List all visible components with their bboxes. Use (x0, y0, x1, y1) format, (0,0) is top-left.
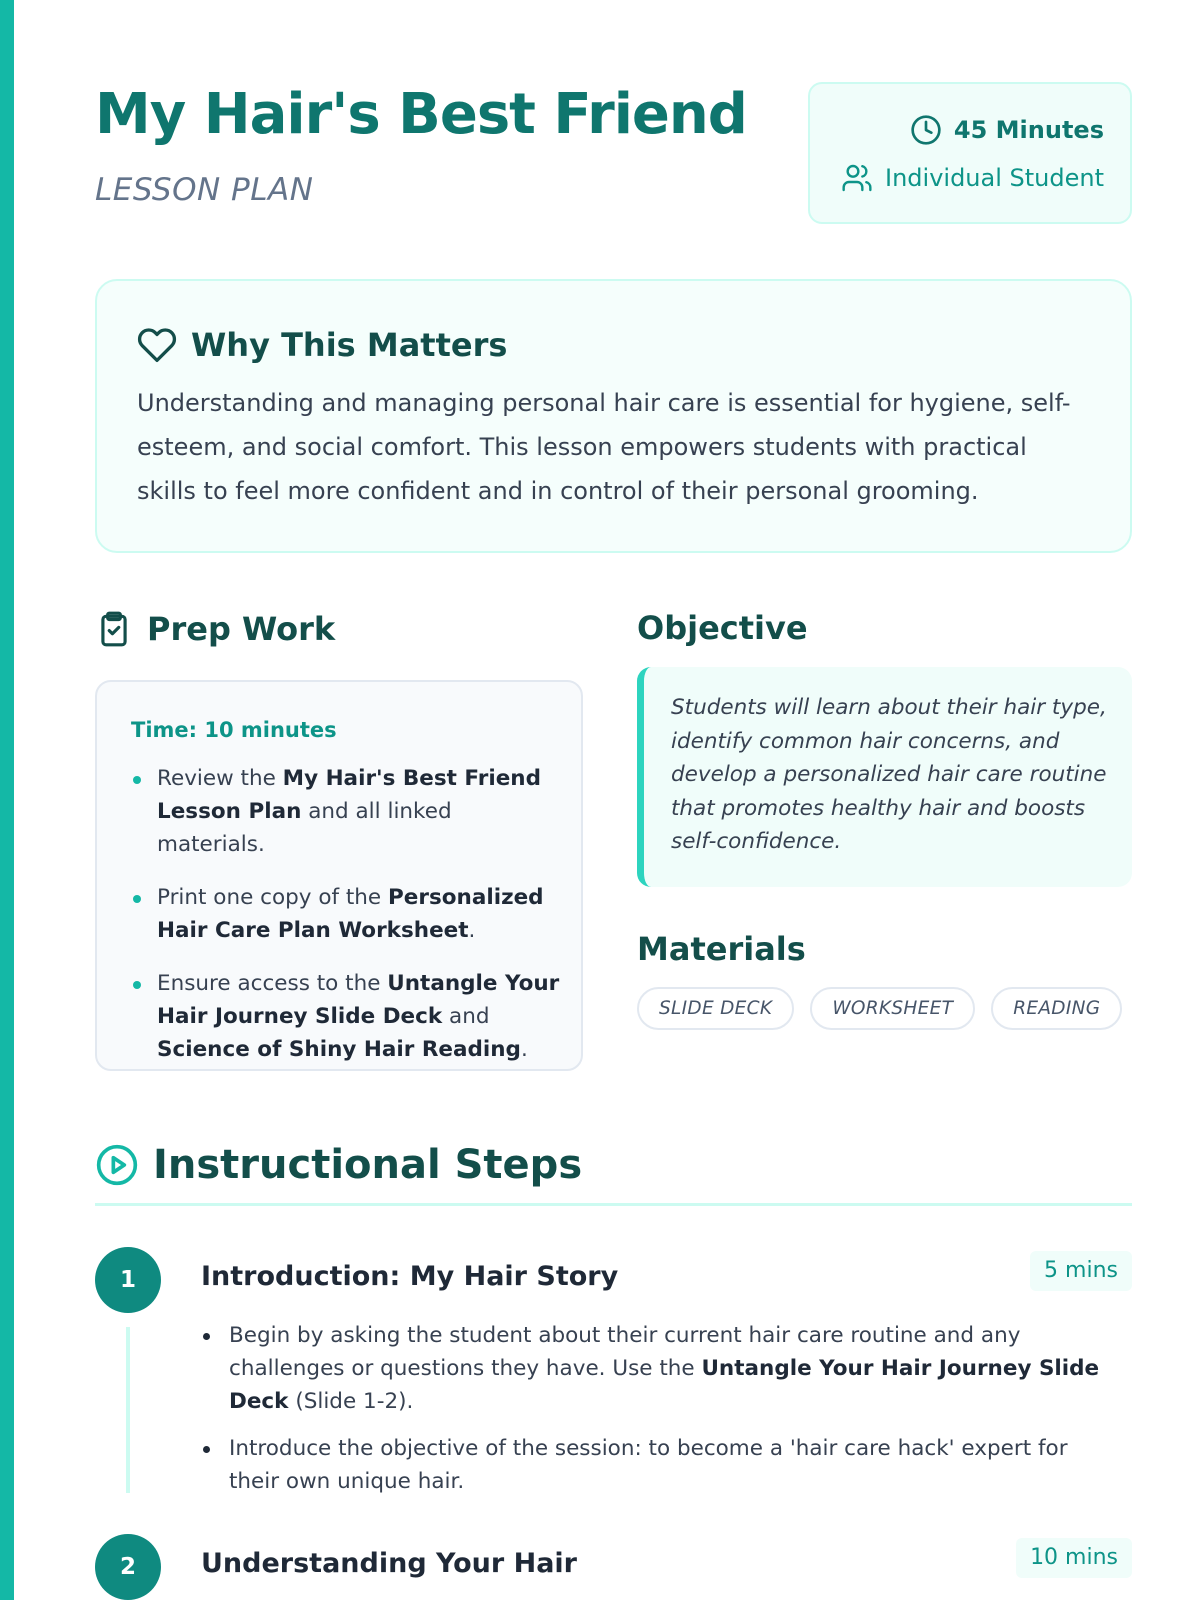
material-name: My Hair's Best Friend Lesson Plan (157, 766, 541, 824)
prep-work-header (95, 609, 335, 649)
item-text: . (468, 918, 476, 943)
item-text: Begin by asking the student about their current hair care routine and any challenges or questions they have. Use the (229, 1323, 1021, 1381)
why-text: Understanding and managing personal hair care is essential for hygiene, self-esteem, and social comfort. This lesson empowers students with practical skills to feel more confident and in control of their personal grooming. (137, 389, 1071, 505)
lesson-plan-page (95, 0, 1132, 1580)
step-duration-badge: 5 mins (1030, 1251, 1132, 1291)
list-item (131, 762, 561, 861)
audience-text: Individual Student (885, 164, 1104, 192)
material-name: Science of Shiny Hair Reading (157, 1037, 521, 1062)
step-item (95, 1247, 1132, 1497)
material-name: Untangle Your Hair Journey Slide Deck (229, 1356, 1100, 1414)
step-bullets (201, 1319, 1106, 1512)
step-number-badge: 2 (95, 1534, 161, 1600)
duration-row (910, 114, 1104, 146)
item-text: Introduce the objective of the session: to become a 'hair care hack' expert for their own unique hair. (229, 1436, 1068, 1494)
step-number-badge: 1 (95, 1247, 161, 1313)
list-item (131, 967, 561, 1066)
users-icon (841, 162, 873, 194)
page-title: My Hair's Best Friend (95, 82, 747, 147)
lesson-meta-card (808, 82, 1132, 224)
step-connector-line (126, 1327, 130, 1493)
step-duration-badge: 10 mins (1016, 1538, 1132, 1578)
material-tag[interactable]: SLIDE DECK (637, 987, 794, 1030)
prep-list (131, 762, 561, 1086)
list-item (131, 881, 561, 947)
play-circle-icon (95, 1143, 139, 1187)
step-title: Introduction: My Hair Story (201, 1261, 619, 1292)
item-text: and (442, 1004, 490, 1029)
left-accent-bar (0, 0, 14, 1600)
instructional-steps-header (95, 1142, 582, 1188)
section-divider (95, 1203, 1132, 1206)
page-subtitle: LESSON PLAN (95, 172, 314, 208)
material-name: Untangle Your Hair Journey Slide Deck (157, 971, 560, 1029)
objective-title: Objective (637, 609, 808, 647)
material-name: Personalized Hair Care Plan Worksheet (157, 885, 544, 943)
material-tag[interactable]: WORKSHEET (810, 987, 975, 1030)
prep-time: Time: 10 minutes (131, 718, 337, 742)
why-header (137, 325, 507, 365)
list-item (201, 1432, 1106, 1498)
header (95, 0, 1132, 255)
duration-text: 45 Minutes (953, 116, 1104, 144)
clock-icon (910, 114, 942, 146)
why-title: Why This Matters (191, 326, 508, 364)
heart-icon (137, 325, 177, 365)
why-this-matters-card (95, 279, 1132, 553)
item-text: Review the (157, 766, 283, 791)
instructional-steps-title: Instructional Steps (153, 1142, 583, 1188)
step-title: Understanding Your Hair (201, 1548, 577, 1579)
prep-work-title: Prep Work (147, 610, 336, 648)
audience-row (841, 162, 1104, 194)
objective-text: Students will learn about their hair type, identify common hair concerns, and develop a personalized hair care routine that promotes healthy hair and boosts self-confidence. (671, 695, 1107, 854)
material-tag[interactable]: READING (991, 987, 1122, 1030)
prep-work-card (95, 680, 583, 1071)
materials-tags (637, 987, 1132, 1030)
step-item (95, 1534, 1132, 1600)
item-text: . (520, 1037, 528, 1062)
item-text: Ensure access to the (157, 971, 388, 996)
item-text: and all linked materials. (157, 799, 452, 857)
objective-card (637, 667, 1132, 887)
clipboard-check-icon (95, 609, 133, 649)
list-item (201, 1319, 1106, 1418)
materials-title: Materials (637, 930, 806, 968)
item-text: Print one copy of the (157, 885, 388, 910)
item-text: (Slide 1-2). (288, 1389, 414, 1414)
